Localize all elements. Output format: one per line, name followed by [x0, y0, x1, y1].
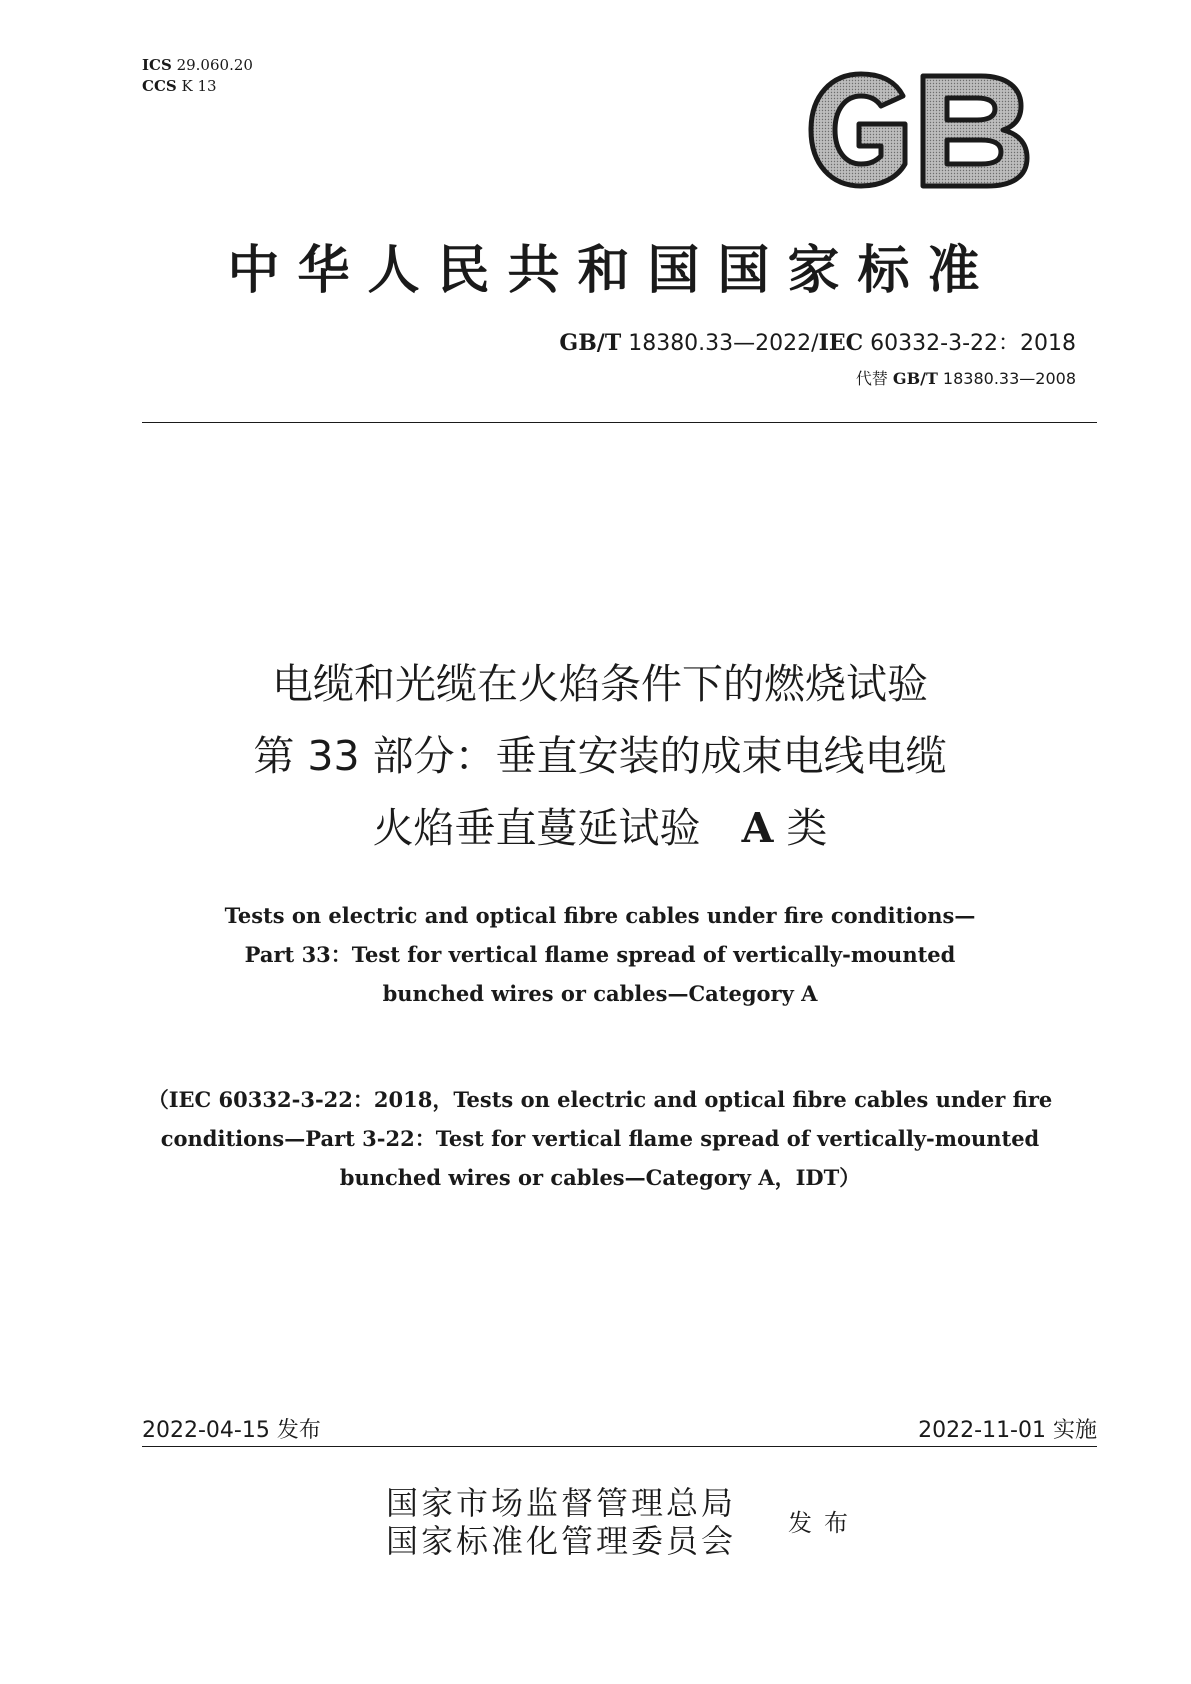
implementation-date: 2022-11-01 实施 — [918, 1418, 1097, 1443]
ics-label: ICS — [142, 56, 172, 74]
english-title-line-2: Part 33：Test for vertical flame spread of vertically-mounted — [244, 942, 956, 967]
iec-reference-line-1: （IEC 60332-3-22：2018，Tests on electric and optical fibre cables under fire — [147, 1087, 1053, 1112]
replace-prefix: GB/T — [892, 369, 938, 388]
ccs-code: K 13 — [181, 77, 217, 95]
english-title-line-1: Tests on electric and optical fibre cables under fire conditions— — [224, 903, 976, 928]
chinese-title — [100, 648, 1100, 864]
national-standard-title: 中华人民共和国国家标准 — [227, 240, 998, 301]
standard-number — [559, 326, 1076, 357]
issuer-line-1: 国家市场监督管理总局 — [386, 1484, 737, 1522]
replaces-standard — [856, 366, 1076, 389]
iec-reference — [100, 1080, 1100, 1197]
publish-label: 发布 — [788, 1509, 860, 1537]
issuing-authorities — [386, 1484, 736, 1560]
replace-number: 18380.33—2008 — [937, 369, 1076, 388]
category-suffix: 类 — [773, 804, 828, 852]
ics-code: 29.060.20 — [176, 56, 253, 74]
bottom-divider — [142, 1446, 1097, 1447]
ccs-label: CCS — [142, 77, 177, 95]
issue-date: 2022-04-15 发布 — [142, 1418, 321, 1443]
iec-reference-line-2: conditions—Part 3-22：Test for vertical flame spread of vertically-mounted — [160, 1126, 1040, 1151]
classification-codes — [142, 55, 253, 97]
iec-reference-line-3: bunched wires or cables—Category A，IDT） — [339, 1165, 861, 1190]
standard-number-value: 18380.33—2022/ — [621, 331, 819, 356]
standard-prefix: GB/T — [559, 330, 622, 356]
chinese-title-line-3 — [100, 792, 1100, 864]
replace-label: 代替 — [855, 369, 893, 388]
iec-number: 60332-3-22：2018 — [863, 331, 1076, 356]
ics-code-line — [142, 55, 253, 76]
gb-logo — [803, 70, 1035, 190]
english-title — [100, 896, 1100, 1013]
chinese-title-line-2: 第 33 部分：垂直安装的成束电线电缆 — [253, 732, 947, 780]
top-divider — [142, 422, 1097, 423]
english-title-line-3: bunched wires or cables—Category A — [382, 981, 818, 1006]
chinese-title-line-3-text: 火焰垂直蔓延试验 — [372, 804, 742, 852]
ccs-code-line — [142, 76, 253, 97]
chinese-title-line-1: 电缆和光缆在火焰条件下的燃烧试验 — [272, 660, 928, 708]
issuer-line-2: 国家标准化管理委员会 — [386, 1522, 737, 1560]
iec-prefix: IEC — [818, 330, 864, 356]
category-letter: A — [741, 804, 774, 852]
